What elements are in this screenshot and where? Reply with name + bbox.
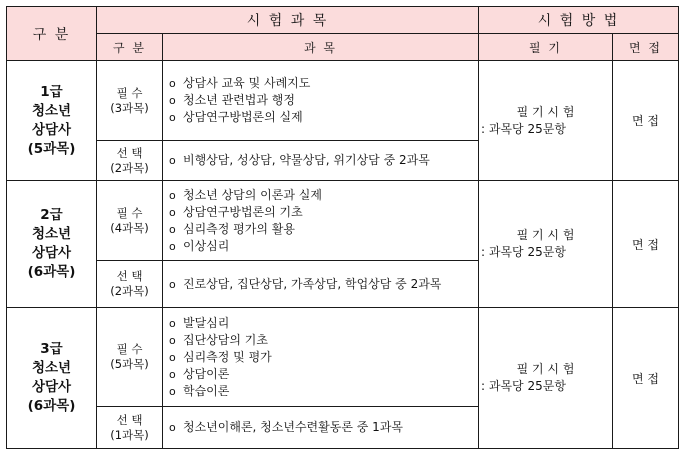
list-item: o 진로상담, 집단상담, 가족상담, 학업상담 중 2과목: [169, 276, 478, 293]
list-item: o 상담연구방법론의 기초: [169, 204, 478, 221]
grade-2-elective-subjects: [163, 261, 479, 308]
header-exam-method: 시 험 방 법: [479, 7, 679, 34]
grade-3-label: 3급 청소년 상담사 (6과목): [7, 308, 97, 449]
list-item: o 청소년 상담의 이론과 실제: [169, 187, 478, 204]
list-item: o 심리측정 및 평가: [169, 349, 478, 366]
grade-2-label: 2급 청소년 상담사 (6과목): [7, 181, 97, 308]
list-item: o 상담이론: [169, 366, 478, 383]
header-written: 필 기: [479, 34, 613, 61]
header-subjects: 과 목: [163, 34, 479, 61]
list-item: o 비행상담, 성상담, 약물상담, 위기상담 중 2과목: [169, 152, 478, 169]
grade-3-interview: 면 접: [613, 308, 679, 449]
list-item: o 심리측정 평가의 활용: [169, 221, 478, 238]
list-item: o 상담사 교육 및 사례지도: [169, 75, 478, 92]
list-item: o 상담연구방법론의 실제: [169, 109, 478, 126]
header-division: 구 분: [7, 7, 97, 61]
grade-3-required-type: 필 수 (5과목): [97, 308, 163, 407]
grade-1-label: 1급 청소년 상담사 (5과목): [7, 61, 97, 181]
grade-1-elective-subjects: [163, 141, 479, 181]
grade-1-elective-type: 선 택 (2과목): [97, 141, 163, 181]
grade-3-elective-type: 선 택 (1과목): [97, 407, 163, 449]
list-item: o 학습이론: [169, 383, 478, 400]
list-item: o 발달심리: [169, 315, 478, 332]
grade-2-required-type: 필 수 (4과목): [97, 181, 163, 261]
grade-3-elective-subjects: [163, 407, 479, 449]
list-item: o 청소년 관련법과 행정: [169, 92, 478, 109]
grade-1-required-type: 필 수 (3과목): [97, 61, 163, 141]
list-item: o 이상심리: [169, 238, 478, 255]
grade-2-required-subjects: [163, 181, 479, 261]
grade-2-interview: 면 접: [613, 181, 679, 308]
grade-1-method: 필 기 시 험 : 과목당 25문항: [479, 61, 613, 181]
grade-2-method: 필 기 시 험 : 과목당 25문항: [479, 181, 613, 308]
header-exam-subjects: 시 험 과 목: [97, 7, 479, 34]
grade-2-elective-type: 선 택 (2과목): [97, 261, 163, 308]
header-interview: 면 접: [613, 34, 679, 61]
grade-1-required-subjects: [163, 61, 479, 141]
grade-3-required-subjects: [163, 308, 479, 407]
grade-1-interview: 면 접: [613, 61, 679, 181]
exam-table: [6, 6, 679, 449]
list-item: o 청소년이해론, 청소년수련활동론 중 1과목: [169, 419, 478, 436]
list-item: o 집단상담의 기초: [169, 332, 478, 349]
grade-3-method: 필 기 시 험 : 과목당 25문항: [479, 308, 613, 449]
header-sub-division: 구 분: [97, 34, 163, 61]
